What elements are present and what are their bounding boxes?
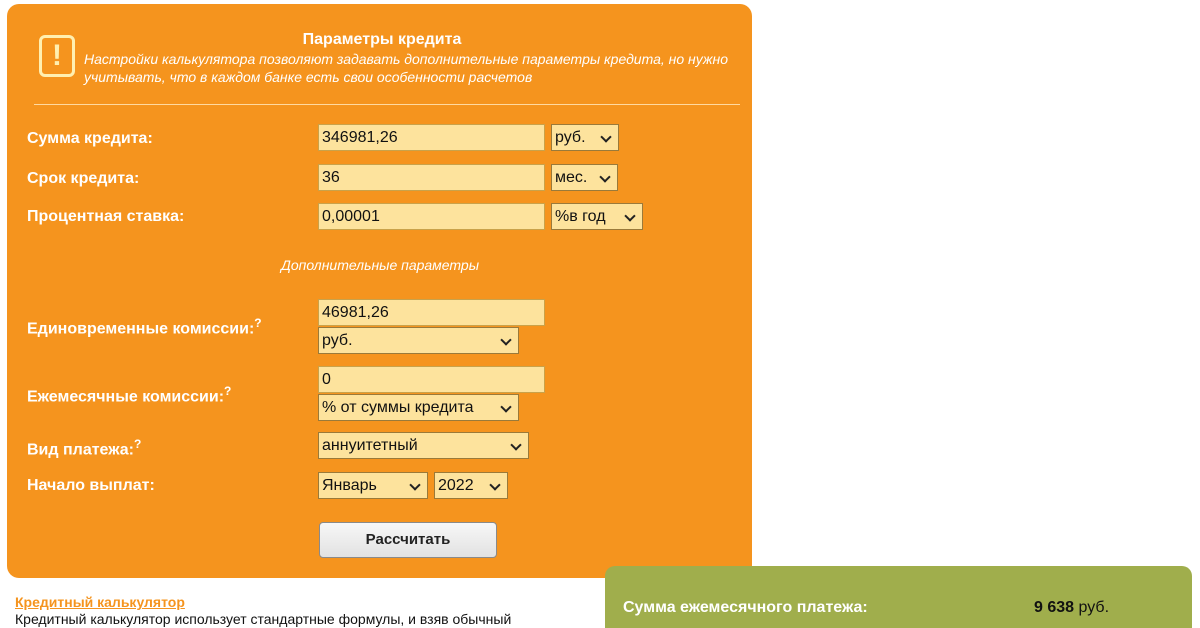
monthly-fees-input[interactable]: 0 [318,366,545,393]
one-time-fees-unit-select[interactable]: руб. [318,327,519,354]
loan-term-input[interactable]: 36 [318,164,545,191]
monthly-payment-value [1034,599,1109,617]
monthly-payment-amount: 9 638 [1034,599,1075,616]
divider [34,104,740,105]
interest-rate-input[interactable]: 0,00001 [318,203,545,230]
additional-parameters-heading: Дополнительные параметры [280,257,480,273]
panel-note: Настройки калькулятора позволяют задавать дополнительные параметры кредита, но нужно учитывать, что в каждом банке есть свои особенности расчетов [84,51,729,85]
loan-term-unit-select[interactable]: мес. [551,164,618,191]
loan-amount-label: Сумма кредита: [27,130,153,147]
monthly-payment-label: Сумма ежемесячного платежа: [623,599,868,616]
payment-start-year-select[interactable]: 2022 [434,472,508,499]
payment-start-month-select[interactable]: Январь [318,472,428,499]
interest-rate-label: Процентная ставка: [27,208,185,225]
payment-type-select[interactable]: аннуитетный [318,432,529,459]
loan-term-label: Срок кредита: [27,170,140,187]
monthly-payment-currency: руб. [1078,599,1110,616]
interest-rate-unit-select[interactable]: %в год [551,203,643,230]
one-time-fees-label: Единовременные комиссии:? [27,316,262,338]
panel-title: Параметры кредита [302,31,462,48]
loan-amount-unit-select[interactable]: руб. [551,124,619,151]
result-panel [605,566,1192,628]
calculate-button[interactable]: Рассчитать [319,522,497,558]
payment-start-label: Начало выплат: [27,477,155,494]
loan-amount-input[interactable]: 346981,26 [318,124,545,151]
payment-type-label: Вид платежа:? [27,437,142,459]
payment-type-help-icon[interactable]: ? [134,437,142,451]
loan-calculator-link[interactable]: Кредитный калькулятор [15,594,185,610]
monthly-fees-unit-select[interactable]: % от суммы кредита [318,394,519,421]
monthly-fees-help-icon[interactable]: ? [224,384,232,398]
one-time-fees-input[interactable]: 46981,26 [318,299,545,326]
info-text: Кредитный калькулятор использует стандартные формулы, и взяв обычный [15,611,512,627]
monthly-fees-label: Ежемесячные комиссии:? [27,384,232,406]
one-time-fees-help-icon[interactable]: ? [254,316,262,330]
